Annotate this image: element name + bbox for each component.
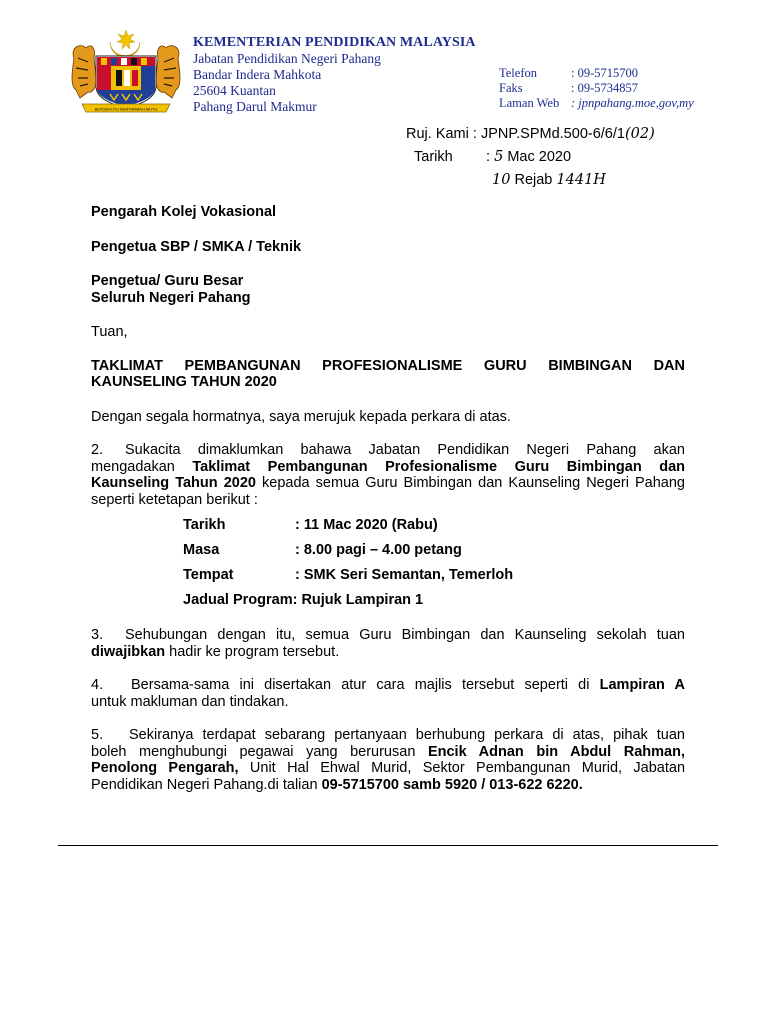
paragraph-number: 4. — [91, 677, 104, 693]
schedule-row — [183, 588, 685, 613]
event-title: Taklimat Pembangunan Profesionalisme Guru Bimbingan dan — [192, 458, 685, 475]
tarikh-label: Tarikh — [414, 149, 453, 165]
ruj-label: Ruj. Kami — [406, 126, 469, 142]
hijri-day: 10 — [492, 172, 511, 188]
schedule-row — [183, 563, 685, 588]
paragraph-text: kepada semua Guru Bimbingan dan Kaunseling Negeri Pahang — [255, 475, 685, 491]
letterhead-contact — [499, 66, 694, 111]
recipient-line: Pengarah Kolej Vokasional — [91, 204, 277, 220]
paragraph-text: Unit Hal Ehwal Murid, Sektor Pembangunan Murid, Jabatan — [238, 760, 686, 776]
salutation: Tuan, — [91, 324, 128, 340]
emphasis-text: diwajibkan — [91, 643, 166, 660]
department-name: Jabatan Pendidikan Negeri Pahang — [193, 51, 381, 66]
recipient-line: Pengetua/ Guru Besar — [91, 273, 244, 289]
paragraph-text: hadir ke program tersebut. — [165, 643, 340, 660]
schedule-value: : 11 Mac 2020 (Rabu) — [295, 517, 438, 533]
ruj-handwritten: (02) — [624, 126, 655, 142]
address-line: 25604 Kuantan — [193, 83, 276, 98]
web-label: Laman Web — [499, 96, 560, 110]
paragraph-2 — [91, 442, 685, 508]
schedule-label: Tarikh — [183, 517, 226, 533]
letter-body — [91, 204, 685, 793]
contact-phone-numbers: 09-5715700 samb 5920 / 013-622 6220. — [321, 776, 583, 793]
paragraph-text: untuk makluman dan tindakan. — [91, 693, 289, 710]
reference-block — [406, 123, 655, 192]
phone-value: : 09-5715700 — [571, 66, 639, 80]
intro-paragraph: Dengan segala hormatnya, saya merujuk kepada perkara di atas. — [91, 408, 511, 425]
date-row — [406, 146, 655, 169]
recipient-line: Pengetua SBP / SMKA / Teknik — [91, 238, 302, 255]
phone-label: Telefon — [499, 66, 537, 80]
recipient-line: Seluruh Negeri Pahang — [91, 289, 251, 306]
schedule-label: Masa — [183, 542, 220, 558]
ruj-value: : JPNP.SPMd.500-6/6/1 — [472, 126, 625, 142]
fax-label: Faks — [499, 81, 523, 95]
paragraph-4 — [91, 677, 685, 710]
paragraph-3 — [91, 627, 685, 660]
tarikh-handwritten-day: 5 — [494, 149, 504, 165]
paragraph-text: mengadakan — [91, 458, 193, 475]
footer-divider — [58, 845, 718, 846]
reference-row — [406, 123, 655, 146]
crest-motto: BERSEKUTU BERTAMBAH MUTU — [94, 106, 158, 112]
paragraph-number: 3. — [91, 627, 104, 643]
paragraph-text: seperti ketetapan berikut : — [91, 491, 258, 508]
paragraph-number: 5. — [91, 727, 104, 743]
malaysia-coat-of-arms-icon — [66, 28, 186, 116]
paragraph-5 — [91, 727, 685, 793]
schedule-label: Jadual Program — [183, 592, 293, 608]
hijri-month: Rejab — [514, 172, 553, 188]
subject — [91, 358, 685, 391]
paragraph-text: Bersama-sama ini disertakan atur cara majlis tersebut seperti di — [131, 677, 600, 693]
paragraph-text: Sekiranya terdapat sebarang pertanyaan berhubung perkara di atas, pihak tuan — [129, 727, 685, 743]
paragraph-text: boleh menghubungi pegawai yang berurusan — [91, 743, 428, 760]
paragraph-number: 2. — [91, 442, 104, 458]
event-schedule — [183, 513, 685, 613]
hijri-date-row — [406, 169, 655, 192]
address-line: Pahang Darul Makmur — [193, 99, 317, 114]
paragraph-text: Pendidikan Negeri Pahang.di talian — [91, 776, 322, 793]
contact-phone-row — [499, 66, 694, 81]
schedule-value: : 8.00 pagi – 4.00 petang — [295, 542, 462, 558]
tarikh-value: Mac 2020 — [507, 149, 572, 165]
schedule-row — [183, 513, 685, 538]
contact-person: Encik Adnan bin Abdul Rahman, — [427, 743, 685, 760]
ministry-name: KEMENTERIAN PENDIDIKAN MALAYSIA — [193, 35, 476, 50]
letterhead-organization — [193, 35, 476, 115]
schedule-label: Tempat — [183, 567, 234, 583]
web-value: : jpnpahang.moe,gov,my — [571, 96, 694, 110]
contact-fax-row — [499, 81, 694, 96]
attachment-reference: Lampiran A — [599, 677, 686, 693]
paragraph-text: Sehubungan dengan itu, semua Guru Bimbingan dan Kaunseling sekolah tuan — [125, 627, 685, 643]
hijri-year: 1441H — [556, 172, 606, 188]
paragraph-text: Sukacita dimaklumkan bahawa Jabatan Pendidikan Negeri Pahang akan — [125, 442, 685, 458]
schedule-value: : SMK Seri Semantan, Temerloh — [295, 567, 514, 583]
subject-line: KAUNSELING TAHUN 2020 — [91, 374, 277, 390]
contact-web-row — [499, 96, 694, 111]
subject-line: TAKLIMAT PEMBANGUNAN PROFESIONALISME GURU BIMBINGAN DAN — [91, 357, 685, 374]
contact-title: Penolong Pengarah, — [91, 760, 239, 776]
tarikh-colon: : — [486, 149, 491, 165]
fax-value: : 09-5734857 — [571, 81, 639, 95]
event-title: Kaunseling Tahun 2020 — [91, 475, 256, 491]
address-line: Bandar Indera Mahkota — [193, 67, 322, 82]
schedule-value: : Rujuk Lampiran 1 — [292, 592, 424, 608]
schedule-row — [183, 538, 685, 563]
